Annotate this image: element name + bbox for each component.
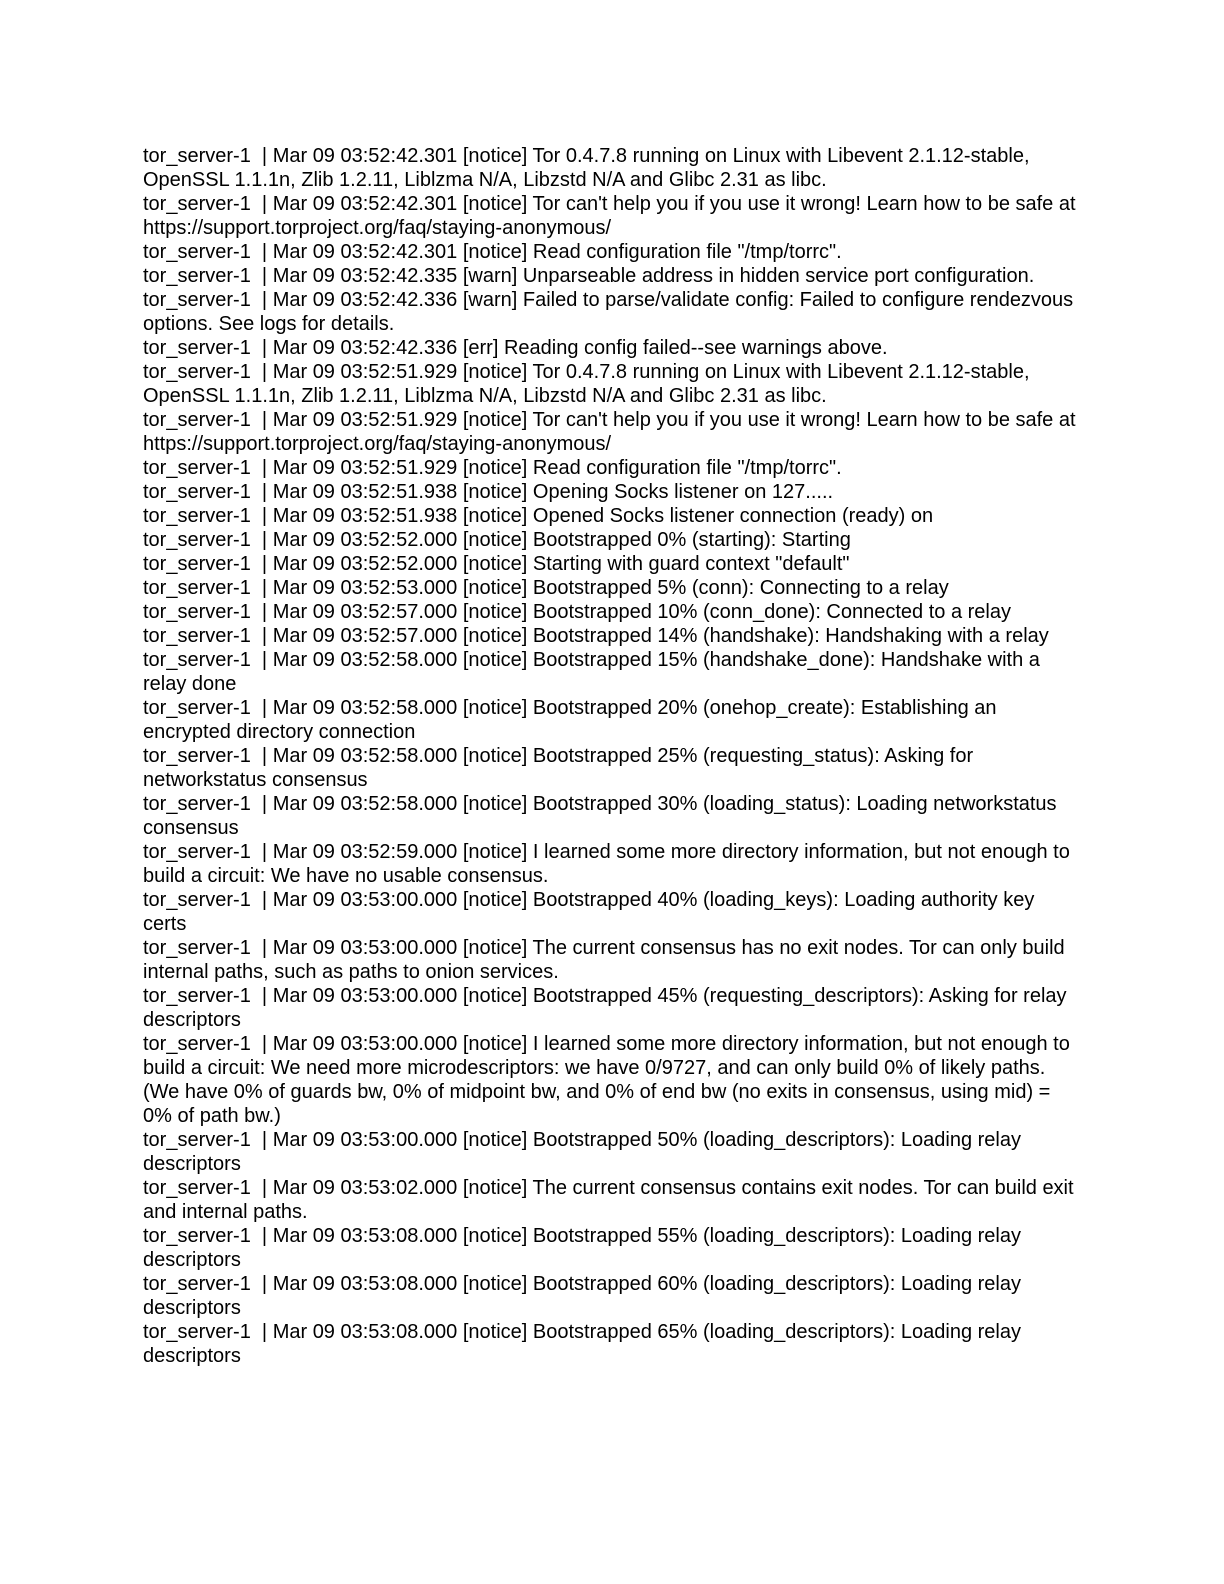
log-message: Read configuration file "/tmp/torrc". <box>532 457 842 479</box>
log-line <box>143 1272 1080 1320</box>
log-timestamp: Mar 09 03:52:42.301 <box>272 241 458 263</box>
log-timestamp: Mar 09 03:53:00.000 <box>272 985 458 1007</box>
log-line <box>143 624 1080 648</box>
log-level: [notice] <box>457 985 533 1007</box>
log-line <box>143 1176 1080 1224</box>
log-separator: | <box>250 241 273 263</box>
log-service: tor_server-1 <box>143 1273 251 1295</box>
log-separator: | <box>250 193 273 215</box>
log-level: [notice] <box>457 481 533 503</box>
log-service: tor_server-1 <box>143 241 251 263</box>
log-line <box>143 192 1080 240</box>
log-timestamp: Mar 09 03:53:00.000 <box>272 937 458 959</box>
log-timestamp: Mar 09 03:53:08.000 <box>272 1225 458 1247</box>
log-line <box>143 1128 1080 1176</box>
log-separator: | <box>250 409 273 431</box>
log-timestamp: Mar 09 03:52:51.938 <box>272 505 458 527</box>
log-service: tor_server-1 <box>143 265 251 287</box>
log-level: [notice] <box>457 793 533 815</box>
log-line <box>143 600 1080 624</box>
log-line <box>143 240 1080 264</box>
log-separator: | <box>250 1033 273 1055</box>
log-line <box>143 552 1080 576</box>
log-level: [notice] <box>457 601 533 623</box>
log-timestamp: Mar 09 03:53:00.000 <box>272 1033 458 1055</box>
log-line <box>143 696 1080 744</box>
log-message: Bootstrapped 50% (loading_descriptors): Loading relay descriptors <box>143 1129 1027 1175</box>
log-line <box>143 984 1080 1032</box>
log-level: [notice] <box>457 937 533 959</box>
log-line <box>143 840 1080 888</box>
log-service: tor_server-1 <box>143 889 251 911</box>
log-timestamp: Mar 09 03:52:51.929 <box>272 457 458 479</box>
log-separator: | <box>250 1225 273 1247</box>
log-message: Bootstrapped 20% (onehop_create): Establishing an encrypted directory connection <box>143 697 1003 743</box>
log-timestamp: Mar 09 03:53:02.000 <box>272 1177 458 1199</box>
log-line <box>143 576 1080 600</box>
log-service: tor_server-1 <box>143 793 251 815</box>
log-message: Bootstrapped 40% (loading_keys): Loading authority key certs <box>143 889 1040 935</box>
log-message: Bootstrapped 65% (loading_descriptors): Loading relay descriptors <box>143 1321 1027 1367</box>
log-message: Unparseable address in hidden service port configuration. <box>522 265 1035 287</box>
log-service: tor_server-1 <box>143 1033 251 1055</box>
log-service: tor_server-1 <box>143 1321 251 1343</box>
log-separator: | <box>250 649 273 671</box>
log-line <box>143 888 1080 936</box>
log-service: tor_server-1 <box>143 697 251 719</box>
log-message: Reading config failed--see warnings above. <box>503 337 888 359</box>
log-message: Bootstrapped 5% (conn): Connecting to a relay <box>532 577 949 599</box>
log-level: [notice] <box>457 553 533 575</box>
log-level: [notice] <box>457 361 533 383</box>
log-level: [notice] <box>457 145 533 167</box>
log-message: Failed to parse/validate config: Failed to configure rendezvous options. See logs for details. <box>143 289 1079 335</box>
log-level: [notice] <box>457 529 533 551</box>
log-timestamp: Mar 09 03:52:52.000 <box>272 553 458 575</box>
log-level: [warn] <box>457 289 523 311</box>
log-line <box>143 1224 1080 1272</box>
log-message: Opening Socks listener on 127..... <box>532 481 834 503</box>
log-level: [notice] <box>457 625 533 647</box>
log-service: tor_server-1 <box>143 649 251 671</box>
log-level: [notice] <box>457 1177 533 1199</box>
log-line <box>143 792 1080 840</box>
log-line <box>143 456 1080 480</box>
log-separator: | <box>250 1129 273 1151</box>
log-separator: | <box>250 505 273 527</box>
log-separator: | <box>250 889 273 911</box>
log-service: tor_server-1 <box>143 361 251 383</box>
log-separator: | <box>250 265 273 287</box>
log-level: [notice] <box>457 1033 533 1055</box>
log-message: The current consensus has no exit nodes. Tor can only build internal paths, such as paths to onion services. <box>143 937 1071 983</box>
log-service: tor_server-1 <box>143 409 251 431</box>
log-message: Read configuration file "/tmp/torrc". <box>532 241 842 263</box>
log-timestamp: Mar 09 03:52:42.336 <box>272 289 458 311</box>
log-level: [notice] <box>457 505 533 527</box>
log-message: Bootstrapped 14% (handshake): Handshaking with a relay <box>532 625 1049 647</box>
log-timestamp: Mar 09 03:52:52.000 <box>272 529 458 551</box>
log-timestamp: Mar 09 03:53:00.000 <box>272 889 458 911</box>
log-level: [err] <box>457 337 504 359</box>
log-service: tor_server-1 <box>143 1129 251 1151</box>
log-separator: | <box>250 337 273 359</box>
log-service: tor_server-1 <box>143 985 251 1007</box>
log-message: Bootstrapped 45% (requesting_descriptors): Asking for relay descriptors <box>143 985 1073 1031</box>
log-separator: | <box>250 1321 273 1343</box>
log-timestamp: Mar 09 03:52:59.000 <box>272 841 458 863</box>
log-timestamp: Mar 09 03:53:08.000 <box>272 1321 458 1343</box>
log-line <box>143 504 1080 528</box>
log-line <box>143 528 1080 552</box>
log-separator: | <box>250 529 273 551</box>
log-timestamp: Mar 09 03:52:51.929 <box>272 361 458 383</box>
log-line <box>143 936 1080 984</box>
log-separator: | <box>250 601 273 623</box>
log-timestamp: Mar 09 03:52:58.000 <box>272 793 458 815</box>
log-service: tor_server-1 <box>143 505 251 527</box>
log-service: tor_server-1 <box>143 601 251 623</box>
log-line <box>143 1320 1080 1368</box>
log-service: tor_server-1 <box>143 337 251 359</box>
log-message: Tor can't help you if you use it wrong! Learn how to be safe at https://support.torproject.org/faq/staying-anonymous/ <box>143 409 1082 455</box>
log-message: Bootstrapped 60% (loading_descriptors): Loading relay descriptors <box>143 1273 1027 1319</box>
log-separator: | <box>250 841 273 863</box>
log-timestamp: Mar 09 03:52:42.301 <box>272 193 458 215</box>
log-service: tor_server-1 <box>143 1225 251 1247</box>
log-level: [notice] <box>457 697 533 719</box>
log-line <box>143 264 1080 288</box>
log-service: tor_server-1 <box>143 193 251 215</box>
log-separator: | <box>250 289 273 311</box>
log-separator: | <box>250 697 273 719</box>
log-level: [notice] <box>457 457 533 479</box>
log-message: Tor 0.4.7.8 running on Linux with Libevent 2.1.12-stable, OpenSSL 1.1.1n, Zlib 1.2.11, Liblzma N/A, Libzstd N/A and Glibc 2.31 as libc. <box>143 145 1036 191</box>
log-service: tor_server-1 <box>143 289 251 311</box>
log-message: Starting with guard context "default" <box>532 553 850 575</box>
log-service: tor_server-1 <box>143 745 251 767</box>
log-output <box>143 144 1080 1368</box>
log-message: Tor 0.4.7.8 running on Linux with Libevent 2.1.12-stable, OpenSSL 1.1.1n, Zlib 1.2.11, Liblzma N/A, Libzstd N/A and Glibc 2.31 as libc. <box>143 361 1036 407</box>
log-service: tor_server-1 <box>143 841 251 863</box>
log-service: tor_server-1 <box>143 1177 251 1199</box>
log-separator: | <box>250 1177 273 1199</box>
log-separator: | <box>250 457 273 479</box>
log-line <box>143 1032 1080 1128</box>
log-separator: | <box>250 625 273 647</box>
log-timestamp: Mar 09 03:52:58.000 <box>272 697 458 719</box>
log-timestamp: Mar 09 03:52:53.000 <box>272 577 458 599</box>
log-line <box>143 480 1080 504</box>
log-level: [notice] <box>457 193 533 215</box>
log-timestamp: Mar 09 03:52:42.335 <box>272 265 458 287</box>
log-timestamp: Mar 09 03:52:42.301 <box>272 145 458 167</box>
log-separator: | <box>250 745 273 767</box>
log-level: [notice] <box>457 1273 533 1295</box>
log-level: [warn] <box>457 265 523 287</box>
log-message: The current consensus contains exit nodes. Tor can build exit and internal paths. <box>143 1177 1080 1223</box>
log-service: tor_server-1 <box>143 937 251 959</box>
log-message: Bootstrapped 10% (conn_done): Connected to a relay <box>532 601 1011 623</box>
log-timestamp: Mar 09 03:52:57.000 <box>272 601 458 623</box>
log-level: [notice] <box>457 1225 533 1247</box>
log-message: I learned some more directory information, but not enough to build a circuit: We need more microdescriptors: we have 0/9727, and can only build 0% of likely paths. (We have 0% of guards bw, 0% of midpoint bw, and 0% of end bw (no exits in consensus, using mid) = 0% of path bw.) <box>143 1033 1076 1127</box>
log-service: tor_server-1 <box>143 145 251 167</box>
log-separator: | <box>250 361 273 383</box>
log-timestamp: Mar 09 03:52:51.929 <box>272 409 458 431</box>
log-message: Bootstrapped 15% (handshake_done): Handshake with a relay done <box>143 649 1046 695</box>
log-message: Bootstrapped 25% (requesting_status): Asking for networkstatus consensus <box>143 745 979 791</box>
log-line <box>143 744 1080 792</box>
log-service: tor_server-1 <box>143 481 251 503</box>
log-line <box>143 360 1080 408</box>
log-service: tor_server-1 <box>143 553 251 575</box>
log-timestamp: Mar 09 03:52:57.000 <box>272 625 458 647</box>
log-separator: | <box>250 937 273 959</box>
log-level: [notice] <box>457 745 533 767</box>
log-level: [notice] <box>457 1129 533 1151</box>
log-line <box>143 288 1080 336</box>
log-separator: | <box>250 1273 273 1295</box>
log-timestamp: Mar 09 03:52:58.000 <box>272 745 458 767</box>
log-message: Opened Socks listener connection (ready) on <box>532 505 934 527</box>
log-separator: | <box>250 985 273 1007</box>
log-line <box>143 336 1080 360</box>
log-line <box>143 648 1080 696</box>
log-timestamp: Mar 09 03:53:08.000 <box>272 1273 458 1295</box>
log-separator: | <box>250 481 273 503</box>
log-service: tor_server-1 <box>143 457 251 479</box>
log-message: Bootstrapped 0% (starting): Starting <box>532 529 851 551</box>
log-service: tor_server-1 <box>143 577 251 599</box>
log-timestamp: Mar 09 03:52:42.336 <box>272 337 458 359</box>
log-level: [notice] <box>457 1321 533 1343</box>
log-service: tor_server-1 <box>143 625 251 647</box>
log-separator: | <box>250 577 273 599</box>
log-message: I learned some more directory information, but not enough to build a circuit: We have no usable consensus. <box>143 841 1076 887</box>
log-service: tor_server-1 <box>143 529 251 551</box>
log-separator: | <box>250 145 273 167</box>
log-level: [notice] <box>457 649 533 671</box>
log-message: Bootstrapped 30% (loading_status): Loading networkstatus consensus <box>143 793 1063 839</box>
log-line <box>143 408 1080 456</box>
log-level: [notice] <box>457 241 533 263</box>
log-message: Bootstrapped 55% (loading_descriptors): Loading relay descriptors <box>143 1225 1027 1271</box>
log-line <box>143 144 1080 192</box>
log-timestamp: Mar 09 03:52:58.000 <box>272 649 458 671</box>
log-timestamp: Mar 09 03:53:00.000 <box>272 1129 458 1151</box>
log-level: [notice] <box>457 889 533 911</box>
log-message: Tor can't help you if you use it wrong! Learn how to be safe at https://support.torproject.org/faq/staying-anonymous/ <box>143 193 1082 239</box>
log-separator: | <box>250 553 273 575</box>
log-timestamp: Mar 09 03:52:51.938 <box>272 481 458 503</box>
log-level: [notice] <box>457 841 533 863</box>
log-separator: | <box>250 793 273 815</box>
log-level: [notice] <box>457 577 533 599</box>
log-level: [notice] <box>457 409 533 431</box>
